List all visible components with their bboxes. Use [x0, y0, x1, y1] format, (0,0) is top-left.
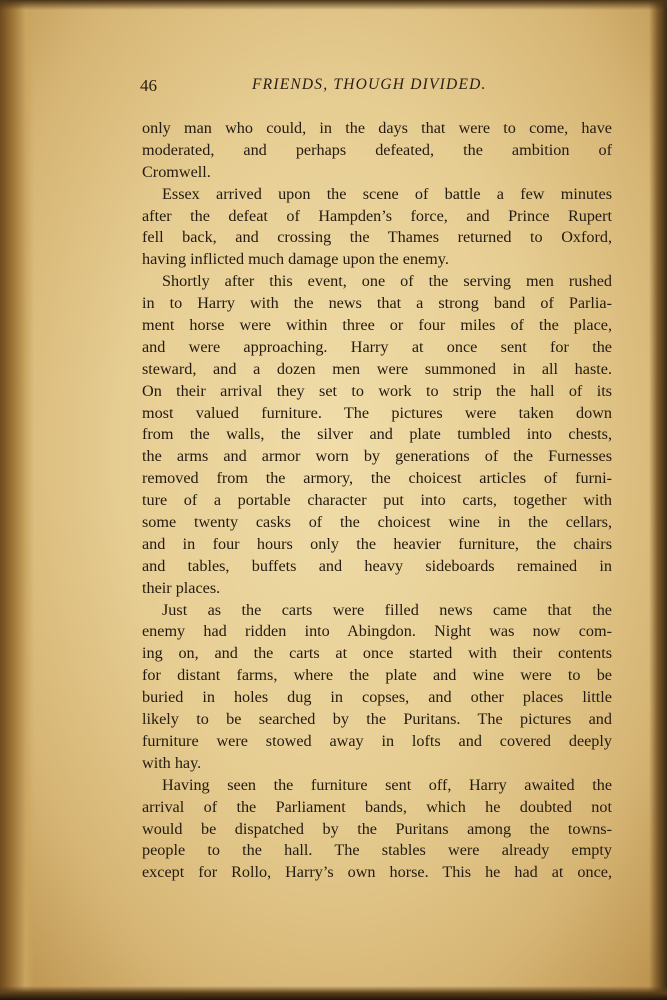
text-line: except for Rollo, Harry’s own horse. This he had at once,	[142, 863, 612, 882]
text-line: after the defeat of Hampden’s force, and Prince Rupert	[142, 206, 612, 225]
page-binding-shadow	[0, 0, 34, 1000]
text-line: arrival of the Parliament bands, which he doubted not	[142, 797, 612, 816]
text-line: removed from the armory, the choicest articles of furni-	[142, 469, 612, 488]
text-line: would be dispatched by the Puritans among the towns-	[142, 819, 612, 838]
text-line: likely to be searched by the Puritans. The pictures and	[142, 710, 612, 729]
body-text	[142, 118, 612, 884]
text-line: having inflicted much damage upon the enemy.	[142, 250, 449, 269]
text-line: Just as the carts were filled news came that the	[162, 600, 612, 619]
page-edge-bottom	[0, 986, 667, 1000]
text-line: On their arrival they set to work to strip the hall of its	[142, 381, 612, 400]
text-line: only man who could, in the days that were to come, have	[142, 119, 612, 137]
text-line: with hay.	[142, 753, 202, 772]
page-number: 46	[140, 76, 157, 95]
text-line: ing on, and the carts at once started with their contents	[142, 644, 612, 663]
page-header	[140, 76, 610, 102]
text-line: and in four hours only the heavier furniture, the chairs	[142, 534, 612, 553]
text-line: for distant farms, where the plate and wine were to be	[142, 666, 612, 685]
text-line: in to Harry with the news that a strong band of Parlia-	[142, 294, 612, 313]
text-line: Essex arrived upon the scene of battle a few minutes	[162, 184, 612, 203]
text-line: most valued furniture. The pictures were taken down	[142, 403, 612, 422]
text-line: and were approaching. Harry at once sent for the	[142, 337, 612, 356]
text-line: ment horse were within three or four miles of the place,	[142, 316, 612, 335]
text-line: Cromwell.	[142, 162, 211, 181]
text-line: from the walls, the silver and plate tumbled into chests,	[142, 425, 612, 444]
text-line: and tables, buffets and heavy sideboards remained in	[142, 556, 612, 575]
page-edge-top	[0, 0, 667, 10]
running-title: FRIENDS, THOUGH DIVIDED.	[252, 76, 487, 93]
text-line: enemy had ridden into Abingdon. Night was now com-	[142, 622, 612, 641]
text-line: their places.	[142, 578, 221, 597]
text-line: steward, and a dozen men were summoned in all haste.	[142, 359, 612, 378]
text-line: buried in holes dug in copses, and other places little	[142, 688, 612, 707]
text-line: moderated, and perhaps defeated, the ambition of	[142, 140, 612, 159]
text-line: ture of a portable character put into carts, together with	[142, 491, 612, 510]
text-line: furniture were stowed away in lofts and covered deeply	[142, 731, 612, 750]
text-line: Shortly after this event, one of the serving men rushed	[162, 272, 612, 291]
text-line: the arms and armor worn by generations of the Furnesses	[142, 447, 612, 466]
text-line: people to the hall. The stables were already empty	[142, 841, 612, 860]
text-line: some twenty casks of the choicest wine in the cellars,	[142, 513, 612, 532]
page-edge-right	[649, 0, 667, 1000]
text-line: fell back, and crossing the Thames returned to Oxford,	[142, 228, 612, 247]
text-line: Having seen the furniture sent off, Harry awaited the	[162, 775, 612, 794]
